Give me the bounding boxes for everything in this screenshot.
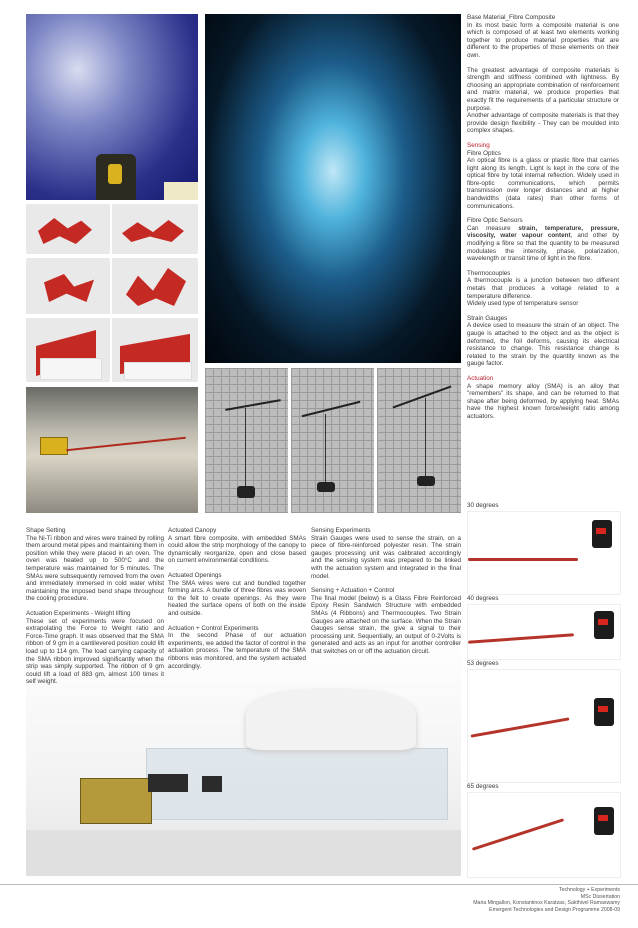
weight-lifting-title: Actuation Experiments - Weight lifting (26, 609, 131, 617)
degree-label-65: 65 degrees (467, 783, 499, 790)
right-column-text (467, 14, 619, 428)
sensing-actuation-control-text: The final model (below) is a Glass Fibre Reinforced Epoxy Resin Sandwich Structure with embedded SMAs (4 Ribbons) and Thermocouples. Two Strain Gauges are attached on the surface. When the Strain Gauges sense strain, the give a signal to their processing unit. Sequentially, an output of 0-2Volts is generated and acts as an input for another controller that switches on or off the actuation circuit. (311, 594, 461, 655)
shape-setting-photo-1 (26, 204, 110, 254)
footer-line-4: Emergent Technologies and Design Programme 2008-09 (489, 906, 620, 913)
shape-setting-text: The Ni-Ti ribbon and wires were trained by rolling them around metal pipes and maintaining them in position while they were placed in an oven. The oven was heated up to 500°C and the temperature was maintained for 5 minutes. The SMAs were subsequently removed from the oven and immediately immersed in cold water whilst maintaining the imposed bend shape throughout the cooling procedure. (26, 534, 164, 603)
base-material-title: Base Material_Fibre Composite (467, 14, 556, 21)
degree-label-53: 53 degrees (467, 660, 499, 667)
shape-setting-section (26, 527, 164, 693)
base-material-p1: In its most basic form a composite material is one which is composed of at least two elements working together to produce material properties that are different to the properties of those elements on their own. (467, 21, 619, 59)
fibre-optics-text: An optical fibre is a glass or plastic fibre that carries light along its length. Light is kept in the core of the optical fibre by total internal reflection. Widely used in fibre-optic communications, which permits transmission over longer distances and at higher bandwidths (data rates) than other forms of communications. (467, 157, 619, 210)
weight-lifting-text: These set of experiments were focused on extrapolating the Force to Weight ratio and Force-Time graph. It was observed that the SMA ribbon of 9 gm in a cantilevered position could lift load up to 114 gm. The load carrying capacity of the SMA ribbon improved significantly when the strip was simply supported. The ribbon of 9 gm could lift a load of 883 gm, almost 100 times it self weight. (26, 617, 164, 686)
weight-lifting-photo-3 (377, 368, 461, 513)
actuated-canopy-section (168, 527, 306, 677)
sma-30-degrees-photo (467, 511, 621, 595)
shape-setting-title: Shape Setting (26, 527, 66, 534)
shape-setting-photo-3 (26, 258, 110, 314)
weight-lifting-photo-1 (205, 368, 288, 513)
thermocouples-text: A thermocouple is a junction between two different metals that produces a voltage related to a temperature difference. (467, 277, 619, 300)
actuation-text: A shape memory alloy (SMA) is an alloy that "remembers" its shape, and can be returned to that shape after being deformed, by applying heat. SMAs have the highest known force/weight ratio among actuators. (467, 382, 619, 420)
actuated-openings-text: The SMA wires were cut and bundled together forming arcs. A bundle of three fibres was woven to the felt to create openings. As they were heated the surface opens of both on the inside and outside. (168, 579, 306, 617)
strain-gauges-title: Strain Gauges (467, 314, 508, 322)
actuation-control-title: Actuation + Control Experiments (168, 624, 259, 632)
strain-gauges-text: A device used to measure the strain of an object. The gauge is attached to the object and as the object is deformed, the foil deforms, causing its electrical resistance to change. This resistance change is related to the strain by the quantity known as the gauge factor. (467, 322, 619, 368)
fibre-optics-photo (205, 14, 461, 363)
sma-close-up-photo (26, 14, 198, 200)
sma-53-degrees-photo (467, 669, 621, 783)
sensing-experiments-text: Strain Gauges were used to sense the strain, on a piece of fibre-reinforced polyester resin. The strain gauges processing unit was calibrated accordingly and the sensing system was prepared to be linked with the actuation system and integrated in the final model. (311, 534, 461, 580)
actuated-opening-photo-2 (112, 318, 198, 382)
degree-label-30: 30 degrees (467, 502, 499, 509)
footer-line-3: Maria Mingallon, Konstantinos Karatzas, Sakthivel Ramaswamy (473, 900, 620, 907)
thermocouples-title: Thermocouples (467, 269, 511, 277)
shape-setting-photo-4 (112, 258, 198, 314)
thermocouples-text-2: Widely used type of temperature sensor (467, 300, 579, 308)
weight-lifting-photo-2 (291, 368, 374, 513)
fibre-sensors-text: Can measure strain, temperature, pressure, viscosity, water vapour content, and other by modifying a fibre so that the quantity to be measured modulates the intensity, phase, polarization, wavelength or transit time of light in the fibre. (467, 224, 619, 263)
sma-65-degrees-photo (467, 792, 621, 878)
footer-line-2: MSc Dissertation (580, 893, 620, 900)
shape-setting-photo-2 (112, 204, 198, 254)
actuated-opening-photo-1 (26, 318, 110, 382)
actuated-canopy-text: A smart fibre composite, with embedded SMAs could allow the strip morphology of the canopy to dynamically reorganize, open and close based on current environmental conditions. (168, 534, 306, 565)
sensing-experiments-title: Sensing Experiments (311, 527, 371, 534)
sma-40-degrees-photo (467, 604, 621, 660)
sensing-experiments-section (311, 527, 461, 663)
base-material-p3: Another advantage of composite materials is that they provide design flexibility - They can be moulded into complex shapes. (467, 112, 619, 135)
strain-gauge-photo (26, 387, 198, 513)
degree-label-40: 40 degrees (467, 595, 499, 602)
fibre-sensors-title: Fibre Optic Sensors (467, 217, 523, 225)
sensing-title: Sensing (467, 141, 490, 149)
actuation-title: Actuation (467, 374, 494, 382)
fibre-optics-title: Fibre Optics (467, 149, 501, 157)
fibre-sensors-bold: strain, temperature, pressure, viscosity, water vapour content (467, 224, 619, 240)
base-material-p2: The greatest advantage of composite materials is strength and stiffness combined with lightness. By choosing an appropriate combination of reinforcement and matrix material, we produce properties that exactly fit the requirements of a particular structure or purpose. (467, 66, 619, 112)
footer-line-1: Technology + Experiments (559, 887, 620, 893)
actuated-openings-title: Actuated Openings (168, 571, 222, 579)
footer (330, 887, 620, 913)
footer-divider (0, 884, 638, 885)
sensing-actuation-control-title: Sensing + Actuation + Control (311, 587, 395, 595)
actuated-canopy-title: Actuated Canopy (168, 527, 217, 534)
actuation-control-text: In the second Phase of our actuation experiments, we added the factor of control in the actuation process. The temperature of the SMA ribbons was monitored, and the system actuated accordingly. (168, 632, 306, 670)
